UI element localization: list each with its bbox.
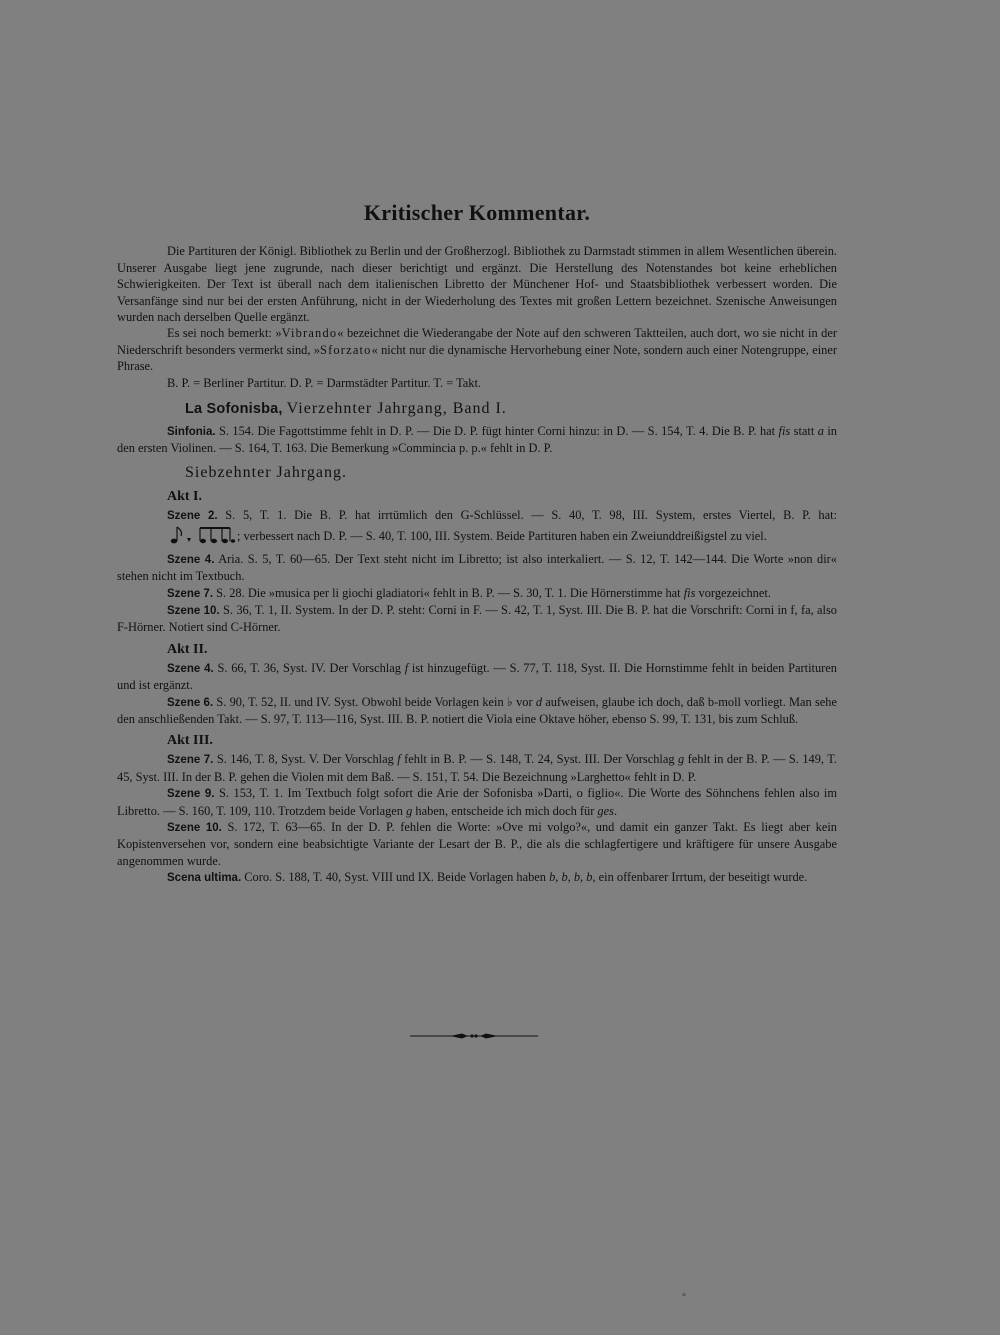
entry-szene-10	[117, 819, 837, 869]
entry-text: haben, entscheide ich mich doch für	[412, 803, 598, 818]
entry-text: in den ersten Violinen. — S. 164, T. 163. Die Bemerkung »Commincia p. p.« fehlt in D. P.	[117, 424, 837, 456]
akt-heading: Akt III.	[167, 733, 213, 749]
entry-text: S. 36, T. 1, II. System. In der D. P. steht: Corni in F. — S. 42, T. 1, Syst. III. Die B. P. hat die Vorschrift: Corni in f, fa, also F-Hörner. Notiert sind C-Hörner.	[117, 602, 837, 635]
ornamental-divider	[410, 1031, 538, 1041]
section-heading: Siebzehnter Jahrgang.	[185, 463, 347, 481]
entry-text: statt	[790, 424, 818, 439]
commentary-body	[117, 200, 838, 887]
entry-text: fehlt in der B. P. — S. 149, T. 45, Syst. III. In der B. P. gehen die Violen mit dem Baß. — S. 151, T. 54. Die Bezeichnung »Larghetto« fehlt in D. P.	[117, 752, 837, 784]
entry-szene-10	[117, 602, 837, 636]
entry-text: S. 90, T. 52, II. und IV. Syst. Obwohl beide Vorlagen kein ♭ vor	[216, 694, 536, 709]
entry-text: aufweisen, glaube ich doch, daß b-moll vorliegt. Man sehe den anschließenden Takt. — S. 97, T. 113—116, Syst. III. B. P. notiert die Viola eine Oktave höher, ebenso S. 99, T. 131, bis zum Schluß.	[117, 694, 837, 726]
intro-paragraph: Die Partituren der Königl. Bibliothek zu Berlin und der Großherzogl. Bibliothek zu Darmstadt stimmen in allem Wesentlichen überein. Unserer Ausgabe liegt jene zugrunde, nach dieser berichtigt und ergänzt. Die Herstellung des Notenstandes bot keine erheblichen Schwierigkeiten. Der Text ist überall nach dem italienischen Libretto der Münchener Hof- und Staatsbibliothek verbessert worden. Die Versanfänge sind nur bei der ersten Anführung, nicht in der Wiederholung des Textes mit großen Lettern bezeichnet. Szenische Anweisungen wurden nach derselben Quelle ergänzt.	[117, 244, 837, 325]
note-name: d	[535, 694, 543, 709]
term-sforzato: Sforzato	[319, 342, 372, 357]
entry-label: Szene 4.	[167, 662, 214, 675]
entry-text: S. 66, T. 36, Syst. IV. Der Vorschlag	[217, 660, 405, 675]
entry-label: Szene 7.	[167, 754, 214, 767]
entry-szene-4	[117, 551, 837, 585]
note-name: b, b, b, b	[549, 870, 593, 885]
entry-label: Szene 4.	[167, 553, 215, 566]
entry-label: Szene 10.	[167, 604, 220, 617]
entry-text: fehlt in B. P. — S. 148, T. 24, Syst. III. Der Vorschlag	[400, 752, 678, 767]
abbreviations: B. P. = Berliner Partitur. D. P. = Darmstädter Partitur. T. = Takt.	[167, 375, 482, 390]
entry-text: ; verbessert nach D. P. — S. 40, T. 100, III. System. Beide Partituren haben ein Zweiunddreißigstel zu viel.	[237, 529, 767, 544]
akt-heading: Akt II.	[167, 641, 208, 657]
remark-text-b: « bezeichnet die Wiederangabe der Note auf den schweren Taktteilen, auch dort, wo sie nicht in der Niederschrift besonders vermerkt sind, »	[117, 326, 837, 357]
akt-heading: Akt I.	[167, 488, 203, 504]
term-vibrando: Vibrando	[281, 326, 338, 341]
remark-text-c: « nicht nur die dynamische Hervorhebung einer Note, sondern auch einer Notengruppe, einer Phrase.	[117, 342, 837, 374]
note-name: f	[397, 752, 401, 767]
entry-label: Szene 6.	[167, 696, 214, 709]
entry-text: ist hinzugefügt. — S. 77, T. 118, Syst. II. Die Hornstimme fehlt in beiden Partituren und ist ergänzt.	[117, 660, 837, 693]
note-name: fis	[683, 585, 696, 600]
remark-paragraph	[117, 325, 837, 374]
work-heading	[185, 399, 837, 419]
note-name: g	[678, 752, 685, 767]
entry-text: S. 154. Die Fagottstimme fehlt in D. P. — Die D. P. fügt hinter Corni hinzu: in D. — S. 154, T. 4. Die B. P. hat	[218, 424, 779, 439]
page-mark: °	[682, 1292, 686, 1303]
note-name: ges	[597, 803, 614, 818]
entry-szene-7	[117, 751, 837, 785]
entry-text: S. 146, T. 8, Syst. V. Der Vorschlag	[216, 752, 398, 767]
work-volume: Vierzehnter Jahrgang, Band I.	[286, 400, 507, 418]
entry-text: S. 5, T. 1. Die B. P. hat irrtümlich den G-Schlüssel. — S. 40, T. 98, III. System, erstes Viertel, B. P. hat:	[225, 507, 837, 522]
page-title: Kritischer Kommentar.	[363, 200, 591, 225]
entry-label: Szene 9.	[167, 788, 215, 801]
entry-text: , ein offenbarer Irrtum, der beseitigt wurde.	[592, 870, 808, 885]
sinfonia-entry	[117, 423, 837, 457]
music-notation-image	[119, 524, 235, 550]
entry-szene-6	[117, 694, 837, 728]
entry-szene-4	[117, 660, 837, 694]
entry-text: vorgezeichnet.	[695, 585, 771, 600]
entry-szene-9	[117, 785, 837, 819]
entry-text: S. 28. Die »musica per li giochi gladiatori« fehlt in B. P. — S. 30, T. 1. Die Hörnerstimme hat	[216, 585, 684, 600]
entry-szene-7	[117, 585, 837, 602]
entry-text: Coro. S. 188, T. 40, Syst. VIII und IX. Beide Vorlagen haben	[244, 870, 550, 885]
note-name: f	[404, 660, 409, 675]
remark-text-a: Es sei noch bemerkt: »	[167, 326, 282, 341]
entry-label: Szene 10.	[167, 821, 222, 834]
entry-text: Aria. S. 5, T. 60—65. Der Text steht nicht im Libretto; ist also interkaliert. — S. 12, T. 142—144. Die Worte »non dir« stehen nicht im Textbuch.	[117, 551, 838, 584]
entry-text: S. 153, T. 1. Im Textbuch folgt sofort die Arie der Sofonisba »Darti, o figlio«. Die Worte des Söhnchens fehlen also im Libretto. — S. 160, T. 109, 110. Trotzdem beide Vorlagen	[117, 786, 837, 818]
entry-szene-2	[117, 507, 837, 551]
entry-label: Szene 2.	[167, 509, 218, 522]
work-title: La Sofonisba,	[185, 401, 283, 418]
entry-label: Scena ultima.	[167, 872, 242, 885]
note-name: fis	[778, 424, 791, 439]
entry-label: Sinfonia.	[167, 426, 216, 439]
entry-label: Szene 7.	[167, 587, 214, 600]
note-name: g	[406, 803, 413, 818]
entry-text: .	[613, 803, 618, 818]
entry-text: S. 172, T. 63—65. In der D. P. fehlen die Worte: »Ove mi volgo?«, und damit ein ganzer Takt. Es liegt aber kein Kopistenversehen vor, sondern eine beabsichtigte Variante der Lesart der B. P., die als die schlagfertigere und kräftigere für unsere Ausgabe angenommen wurde.	[117, 819, 837, 868]
entry-scena-ultima	[117, 869, 837, 886]
note-name: a	[817, 424, 824, 439]
